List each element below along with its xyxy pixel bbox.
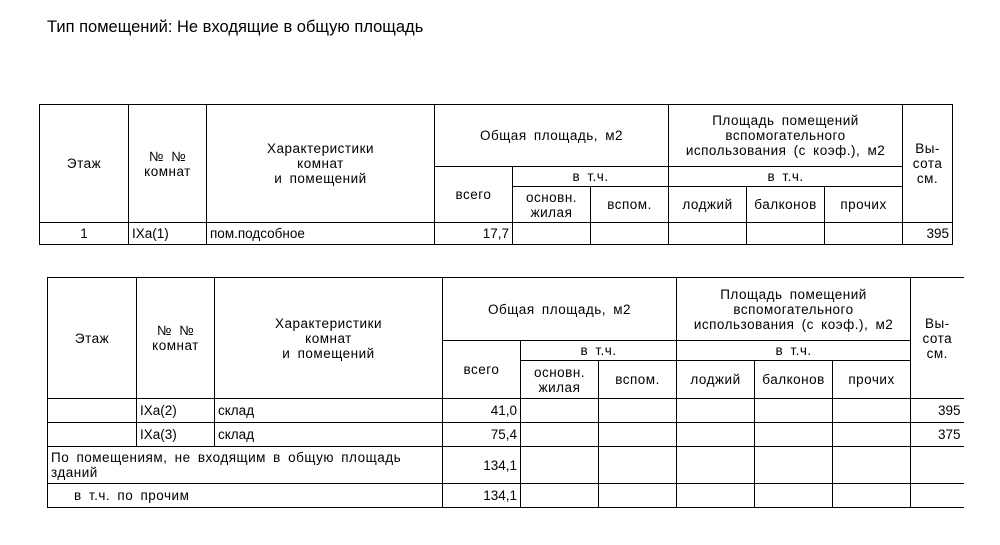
cell-loggias bbox=[677, 399, 755, 423]
cell-desc: пом.подсобное bbox=[207, 223, 435, 245]
header-aux-incl: в т.ч. bbox=[669, 167, 903, 187]
rooms-table-2 bbox=[47, 277, 964, 508]
cell-total: 17,7 bbox=[435, 223, 513, 245]
cell-height: 395 bbox=[911, 399, 964, 423]
header-room-no: № № комнат bbox=[129, 105, 207, 223]
header-room-no: № № комнат bbox=[137, 278, 215, 399]
cell-height bbox=[911, 447, 964, 484]
header-aux-incl: в т.ч. bbox=[677, 341, 911, 361]
header-main-living: основн. жилая bbox=[521, 361, 599, 399]
cell-floor bbox=[48, 423, 137, 447]
cell-other bbox=[833, 423, 911, 447]
header-total-area: Общая площадь, м2 bbox=[435, 105, 669, 167]
header-aux-area: Площадь помещений вспомогательного использования (с коэф.), м2 bbox=[677, 278, 911, 341]
summary-other-row bbox=[48, 484, 964, 508]
cell-auxiliary bbox=[599, 399, 677, 423]
header-floor: Этаж bbox=[48, 278, 137, 399]
header-balconies: балконов bbox=[747, 187, 825, 223]
header-height: Вы- сота см. bbox=[911, 278, 964, 399]
summary-row bbox=[48, 447, 964, 484]
table-row bbox=[48, 399, 964, 423]
cell-other bbox=[825, 223, 903, 245]
cell-room: IXa(3) bbox=[137, 423, 215, 447]
summary-total: 134,1 bbox=[443, 447, 521, 484]
rooms-table-1 bbox=[39, 104, 953, 245]
cell-balconies bbox=[755, 399, 833, 423]
cell-room: IXa(2) bbox=[137, 399, 215, 423]
cell-main-living bbox=[521, 423, 599, 447]
header-characteristics: Характеристики комнат и помещений bbox=[215, 278, 443, 399]
cell-loggias bbox=[677, 447, 755, 484]
cell-desc: склад bbox=[215, 399, 443, 423]
cell-auxiliary bbox=[599, 484, 677, 508]
table-row bbox=[40, 223, 953, 245]
cell-other bbox=[833, 399, 911, 423]
header-loggias: лоджий bbox=[677, 361, 755, 399]
cell-auxiliary bbox=[591, 223, 669, 245]
header-loggias: лоджий bbox=[669, 187, 747, 223]
cell-total: 75,4 bbox=[443, 423, 521, 447]
header-total: всего bbox=[443, 341, 521, 399]
cell-auxiliary bbox=[599, 447, 677, 484]
summary-label: По помещениям, не входящим в общую площадь зданий bbox=[48, 447, 443, 484]
summary-other-label: в т.ч. по прочим bbox=[48, 484, 443, 508]
cell-desc: склад bbox=[215, 423, 443, 447]
cell-total: 41,0 bbox=[443, 399, 521, 423]
header-total: всего bbox=[435, 167, 513, 223]
cell-floor bbox=[48, 399, 137, 423]
table-row bbox=[48, 423, 964, 447]
cell-main-living bbox=[513, 223, 591, 245]
cell-balconies bbox=[755, 447, 833, 484]
header-other: прочих bbox=[833, 361, 911, 399]
cell-height bbox=[911, 484, 964, 508]
header-incl: в т.ч. bbox=[521, 341, 677, 361]
cell-balconies bbox=[755, 423, 833, 447]
cell-main-living bbox=[521, 399, 599, 423]
header-auxiliary: вспом. bbox=[591, 187, 669, 223]
header-height: Вы- сота см. bbox=[903, 105, 953, 223]
cell-loggias bbox=[677, 484, 755, 508]
cell-other bbox=[833, 484, 911, 508]
header-other: прочих bbox=[825, 187, 903, 223]
cell-main-living bbox=[521, 447, 599, 484]
cell-balconies bbox=[755, 484, 833, 508]
cell-auxiliary bbox=[599, 423, 677, 447]
cell-main-living bbox=[521, 484, 599, 508]
header-incl: в т.ч. bbox=[513, 167, 669, 187]
cell-height: 395 bbox=[903, 223, 953, 245]
header-auxiliary: вспом. bbox=[599, 361, 677, 399]
cell-height: 375 bbox=[911, 423, 964, 447]
header-aux-area: Площадь помещений вспомогательного использования (с коэф.), м2 bbox=[669, 105, 903, 167]
header-floor: Этаж bbox=[40, 105, 129, 223]
cell-balconies bbox=[747, 223, 825, 245]
cell-floor: 1 bbox=[40, 223, 129, 245]
header-characteristics: Характеристики комнат и помещений bbox=[207, 105, 435, 223]
cell-other bbox=[833, 447, 911, 484]
page-title: Тип помещений: Не входящие в общую площадь bbox=[47, 18, 424, 36]
cell-loggias bbox=[669, 223, 747, 245]
summary-other-total: 134,1 bbox=[443, 484, 521, 508]
cell-loggias bbox=[677, 423, 755, 447]
cell-room: IXa(1) bbox=[129, 223, 207, 245]
header-main-living: основн. жилая bbox=[513, 187, 591, 223]
header-balconies: балконов bbox=[755, 361, 833, 399]
header-total-area: Общая площадь, м2 bbox=[443, 278, 677, 341]
